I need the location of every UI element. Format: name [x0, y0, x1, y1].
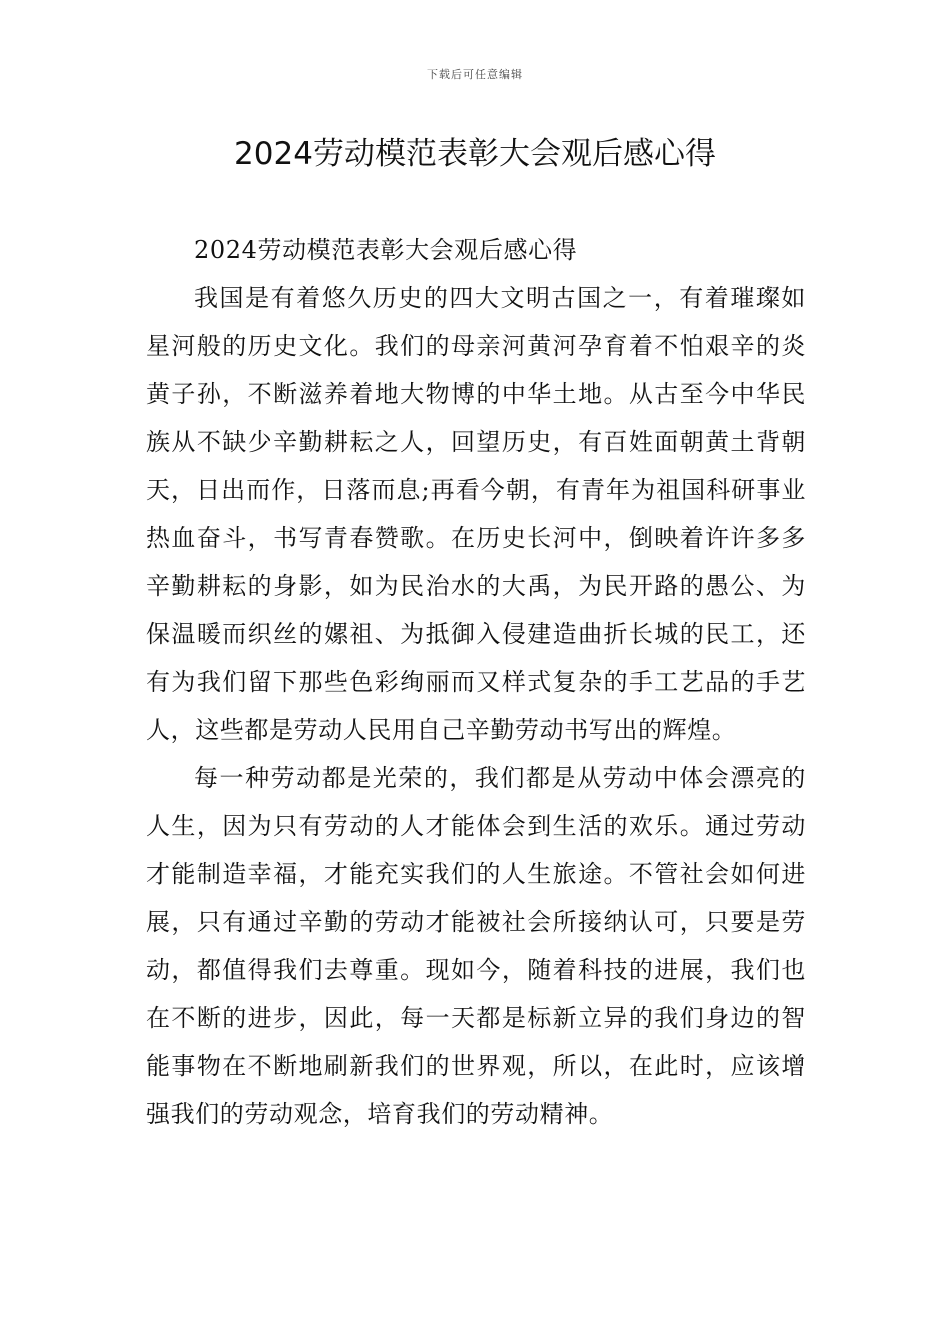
paragraph-2: 每一种劳动都是光荣的，我们都是从劳动中体会漂亮的人生，因为只有劳动的人才能体会到生活的欢乐。通过劳动才能制造幸福，才能充实我们的人生旅途。不管社会如何进展，只有通过辛勤的劳动才能被社会所接纳认可，只要是劳动，都值得我们去尊重。现如今，随着科技的进展，我们也在不断的进步，因此，每一天都是标新立异的我们身边的智能事物在不断地刷新我们的世界观，所以，在此时，应该增强我们的劳动观念，培育我们的劳动精神。	[146, 764, 806, 1128]
document-body	[146, 226, 806, 1138]
document-subtitle: 2024劳动模范表彰大会观后感心得	[194, 236, 578, 264]
paragraph-1: 我国是有着悠久历史的四大文明古国之一，有着璀璨如星河般的历史文化。我们的母亲河黄河孕育着不怕艰辛的炎黄子孙，不断滋养着地大物博的中华土地。从古至今中华民族从不缺少辛勤耕耘之人，回望历史，有百姓面朝黄土背朝天，日出而作，日落而息;再看今朝，有青年为祖国科研事业热血奋斗，书写青春赞歌。在历史长河中，倒映着许许多多辛勤耕耘的身影，如为民治水的大禹，为民开路的愚公、为保温暖而织丝的嫘祖、为抵御入侵建造曲折长城的民工，还有为我们留下那些色彩绚丽而又样式复杂的手工艺品的手艺人，这些都是劳动人民用自己辛勤劳动书写出的辉煌。	[146, 284, 806, 744]
header-note: 下载后可任意编辑	[427, 68, 523, 81]
document-title: 2024劳动模范表彰大会观后感心得	[234, 136, 716, 172]
